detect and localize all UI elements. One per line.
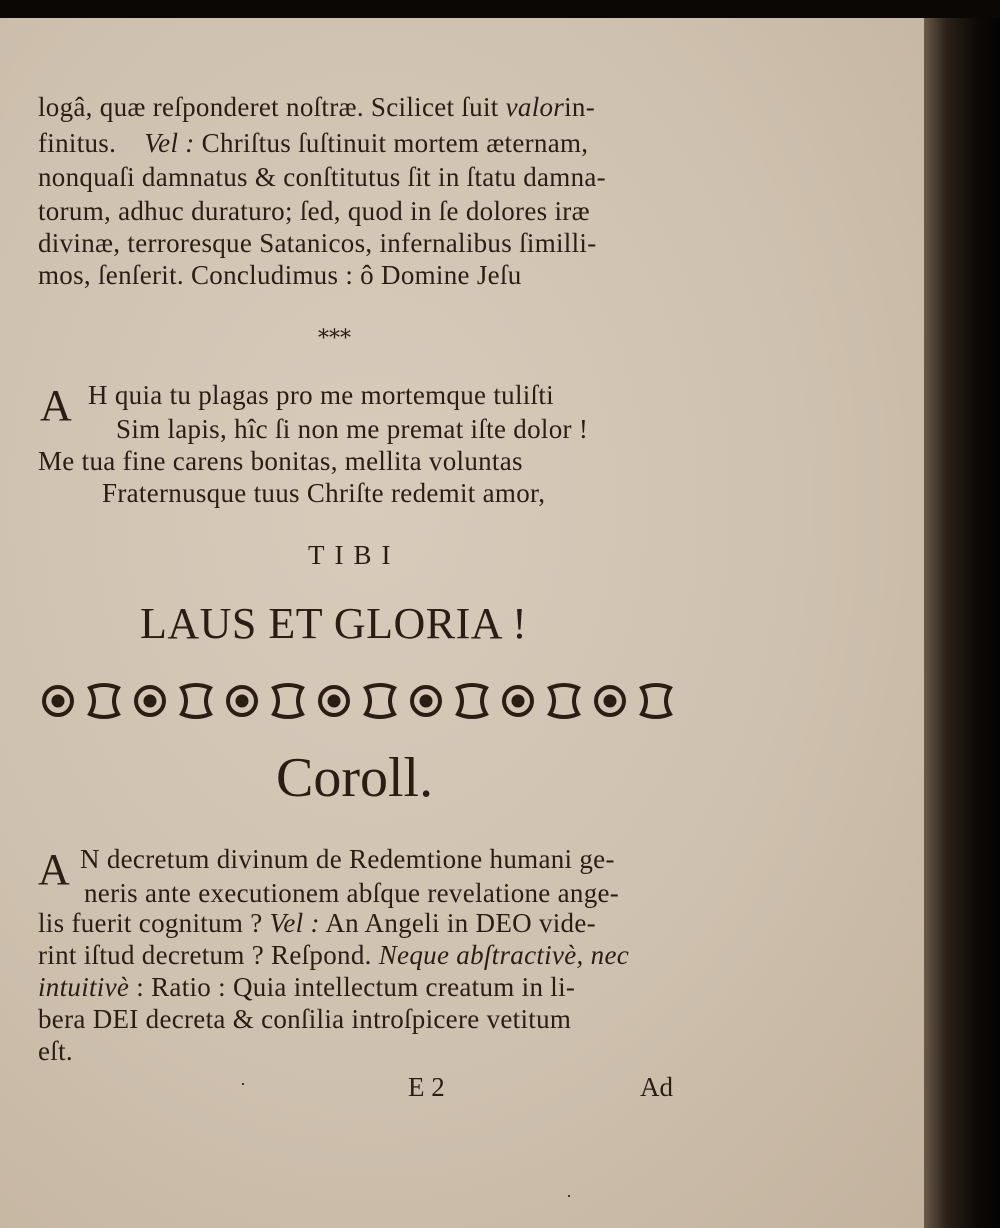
verse-line-4: Fraternusque tuus Chriſte redemit amor, <box>102 478 546 508</box>
ornament-scroll <box>274 685 302 717</box>
book-spine <box>924 18 1000 1228</box>
coroll-line-7: eſt. <box>38 1036 73 1066</box>
ornament-band <box>36 676 686 726</box>
ornament-rosette-center <box>604 695 616 707</box>
ornament-rosette-center <box>420 695 432 707</box>
text-line-4: torum, adhuc duraturo; ſed, quod in ſe dolores iræ <box>38 196 590 226</box>
verse-line-2: Sim lapis, hîc ſi non me premat iſte dolor ! <box>116 414 589 444</box>
coroll-line-5: intuitivè : Ratio : Quia intellectum creatum in li- <box>38 972 576 1002</box>
catchword: Ad <box>640 1072 673 1102</box>
verse-line-1: H quia tu plagas pro me mortemque tuliſti <box>88 380 554 410</box>
ornament-scroll <box>458 685 486 717</box>
text-line-5: divinæ, terroresque Satanicos, infernalibus ſimilli- <box>38 228 597 258</box>
tibi-heading: TIBI <box>308 540 401 570</box>
ornament-rosette-center <box>52 695 64 707</box>
ornament-rosette-center <box>512 695 524 707</box>
text-line-3: nonquaſi damnatus & conſtitutus ſit in ſtatu damna- <box>38 162 606 192</box>
verse-line-3: Me tua fine carens bonitas, mellita voluntas <box>38 446 523 476</box>
laus-heading: LAUS ET GLORIA ! <box>140 599 528 648</box>
verse-drop-cap: A <box>40 381 72 430</box>
ornament-scroll <box>550 685 578 717</box>
ornament-scroll <box>366 685 394 717</box>
ornament-rosette-center <box>144 695 156 707</box>
ornament-rosette-center <box>328 695 340 707</box>
ornament-rosette-center <box>236 695 248 707</box>
coroll-line-6: bera DEI decreta & conſilia introſpicere vetitum <box>38 1004 572 1034</box>
ornament-scroll <box>642 685 670 717</box>
text-line-6: mos, ſenſerit. Concludimus : ô Domine Jeſu <box>38 260 522 290</box>
coroll-line-2: neris ante executionem abſque revelatione ange- <box>84 878 620 908</box>
coroll-heading: Coroll. <box>276 747 434 809</box>
coroll-line-1: N decretum divinum de Redemtione humani ge- <box>80 844 615 874</box>
coroll-line-4: rint iſtud decretum ? Reſpond. Neque abſtractivè, nec <box>38 940 630 970</box>
text-line-2: finitus. Vel : Chriſtus ſuſtinuit mortem æternam, <box>38 128 589 158</box>
coroll-drop-cap: A <box>38 845 70 894</box>
ornament-scroll <box>182 685 210 717</box>
text-line-1: logâ, quæ reſponderet noſtræ. Scilicet ſuit valorin- <box>38 92 596 122</box>
coroll-line-3: lis fuerit cognitum ? Vel : An Angeli in DEO vide- <box>38 908 596 938</box>
speck-mark: · <box>566 1186 572 1206</box>
asterism: ⁎⁎⁎ <box>318 318 351 343</box>
page-signature: E 2 <box>408 1072 445 1102</box>
speck-mark: · <box>240 1074 246 1094</box>
ornament-scroll <box>90 685 118 717</box>
